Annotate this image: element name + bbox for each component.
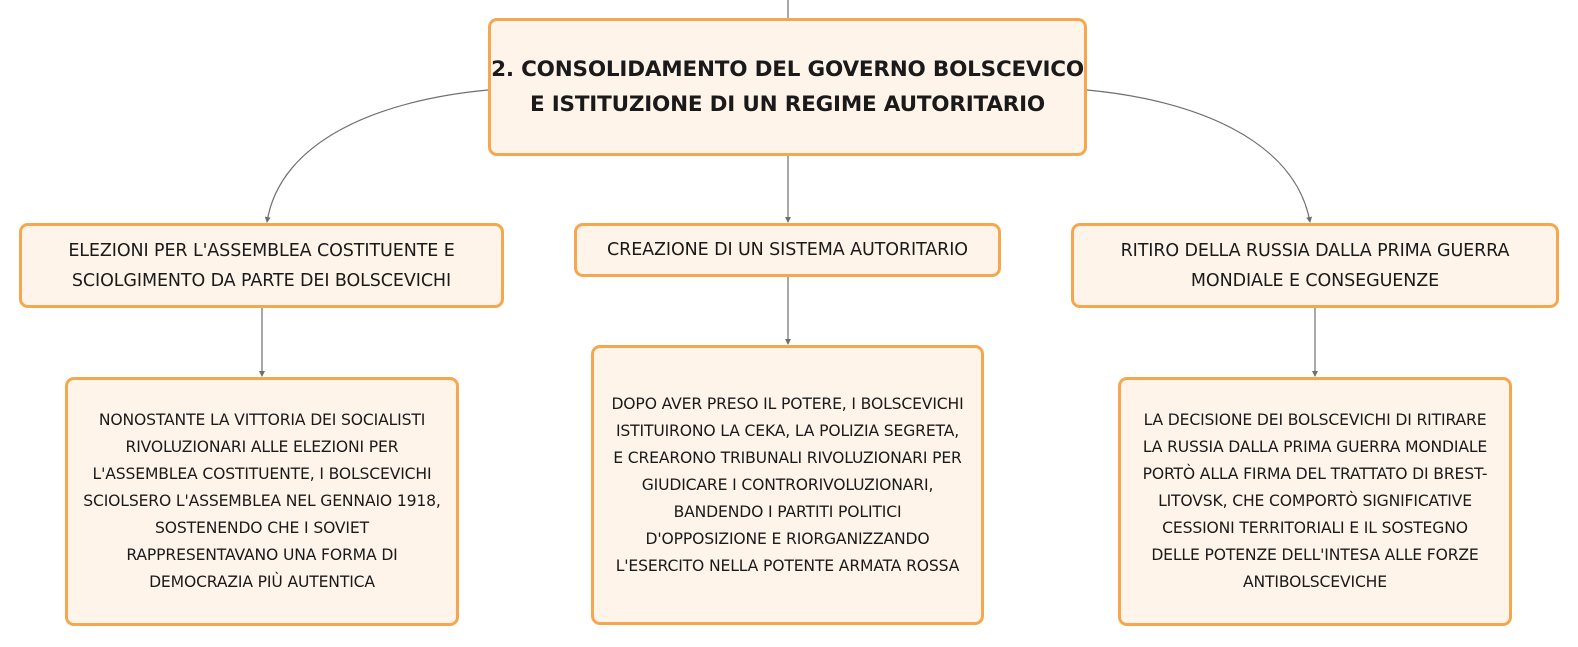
- connector-root-to-right-branch: [1087, 90, 1310, 222]
- branch-node-sistema-autoritario[interactable]: [574, 223, 1001, 277]
- connector-root-to-left-branch: [267, 90, 488, 222]
- branch-label-elezioni: ELEZIONI PER L'ASSEMBLEA COSTITUENTE E SCIOLGIMENTO DA PARTE DEI BOLSCEVICHI: [68, 240, 455, 291]
- branch-label-ritiro-guerra: RITIRO DELLA RUSSIA DALLA PRIMA GUERRA MONDIALE E CONSEGUENZE: [1120, 240, 1510, 291]
- detail-node-ritiro-guerra[interactable]: [1118, 377, 1512, 626]
- branch-node-elezioni[interactable]: [19, 223, 504, 308]
- detail-node-elezioni[interactable]: [65, 377, 459, 626]
- detail-text-ritiro-guerra: LA DECISIONE DEI BOLSCEVICHI DI RITIRARE LA RUSSIA DALLA PRIMA GUERRA MONDIALE PORTÒ ALLA FIRMA DEL TRATTATO DI BREST- LITOVSK, CHE COMPORTÒ SIGNIFICATIVE CESSIONI TERRITORIALI E IL SOSTEGNO DELLE POTENZE DELL'INTESA ALLE FORZE ANTIBOLSCEVICHE: [1142, 411, 1488, 591]
- detail-text-sistema-autoritario: DOPO AVER PRESO IL POTERE, I BOLSCEVICHI ISTITUIRONO LA CEKA, LA POLIZIA SEGRETA, E CREARONO TRIBUNALI RIVOLUZIONARI PER GIUDICARE I CONTRORIVOLUZIONARI, BANDENDO I PARTITI POLITICI D'OPPOSIZIONE E RIORGANIZZANDO L'ESERCITO NELLA POTENTE ARMATA ROSSA: [611, 394, 964, 575]
- root-topic-label: 2. CONSOLIDAMENTO DEL GOVERNO BOLSCEVICO E ISTITUZIONE DI UN REGIME AUTORITARIO: [491, 57, 1084, 117]
- detail-node-sistema-autoritario[interactable]: [591, 345, 984, 625]
- branch-label-sistema-autoritario: CREAZIONE DI UN SISTEMA AUTORITARIO: [607, 240, 968, 260]
- root-topic-node[interactable]: [488, 18, 1087, 156]
- branch-node-ritiro-guerra[interactable]: [1071, 223, 1559, 308]
- detail-text-elezioni: NONOSTANTE LA VITTORIA DEI SOCIALISTI RIVOLUZIONARI ALLE ELEZIONI PER L'ASSEMBLEA COSTITUENTE, I BOLSCEVICHI SCIOLSERO L'ASSEMBLEA NEL GENNAIO 1918, SOSTENENDO CHE I SOVIET RAPPRESENTAVANO UNA FORMA DI DEMOCRAZIA PIÙ AUTENTICA: [83, 411, 441, 591]
